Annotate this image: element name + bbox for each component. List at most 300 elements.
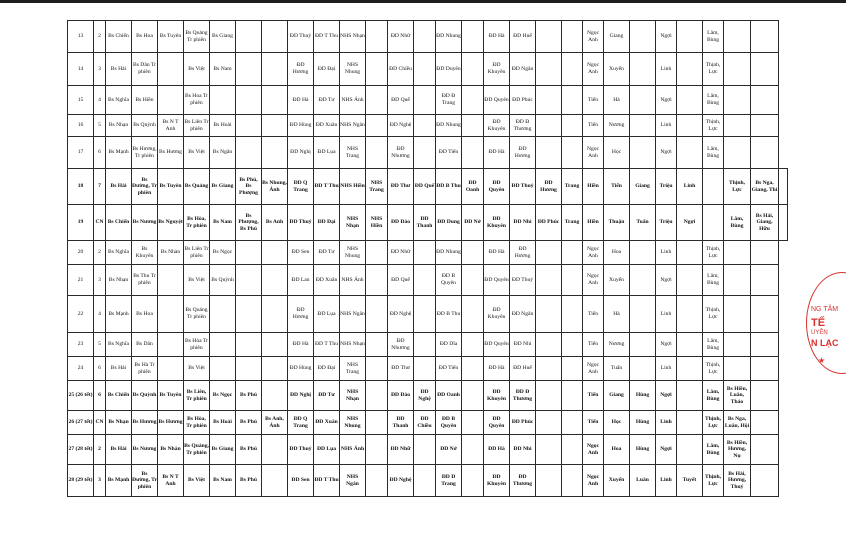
cell-c16: ĐD B Thu [436, 296, 462, 333]
cell-c28: Thịnh, Lực [724, 169, 751, 205]
cell-c25: Linh [656, 357, 677, 381]
cell-c22: Ngọc Anh [583, 265, 604, 296]
cell-c20 [536, 381, 562, 411]
cell-c29 [751, 435, 779, 465]
cell-c22: Tiến [583, 411, 604, 435]
cell-c23: Học [604, 137, 630, 169]
cell-c26 [677, 241, 703, 265]
cell-c22: Ngọc Anh [583, 53, 604, 86]
cell-c25: Linh [656, 411, 677, 435]
cell-c21 [562, 296, 583, 333]
cell-c19: ĐD Nhi [510, 435, 536, 465]
cell-c4: Bs Khuyên [132, 241, 158, 265]
cell-c4: Bs Hoa [132, 296, 158, 333]
cell-c16: ĐD Duyên [436, 53, 462, 86]
cell-c10: ĐD Q Trang [288, 411, 314, 435]
cell-c8 [236, 53, 262, 86]
cell-c27: Thịnh, Lực [703, 465, 724, 497]
cell-c20 [536, 137, 562, 169]
cell-c6: Bs Hòa, Tr phiên [184, 205, 210, 241]
cell-c20 [536, 465, 562, 497]
cell-c26 [677, 357, 703, 381]
cell-c4: Bs Hà Tr phiên [132, 357, 158, 381]
cell-c2: 7 [94, 169, 106, 205]
cell-c29: Bs Nga, Giang, Thi [751, 169, 779, 205]
cell-c26: Tuyết [677, 465, 703, 497]
cell-c13 [366, 357, 388, 381]
cell-c19: ĐD Nhi [510, 333, 536, 357]
cell-c13 [366, 241, 388, 265]
cell-c25: Triệu [656, 169, 677, 205]
cell-c20 [536, 265, 562, 296]
cell-c15: ĐD Thanh [414, 205, 436, 241]
cell-c29 [751, 265, 779, 296]
cell-c15 [414, 241, 436, 265]
cell-c4: Bs Dân Tr phiên [132, 53, 158, 86]
cell-c3: Bs Hải [106, 53, 132, 86]
cell-c21: Trang [562, 169, 583, 205]
cell-c20 [536, 241, 562, 265]
cell-c7: Bs Nam [210, 53, 236, 86]
cell-c19: ĐD Thuỷ [510, 265, 536, 296]
cell-c18: ĐD Hà [484, 357, 510, 381]
cell-c9 [262, 381, 288, 411]
cell-c7: Bs Giang [210, 169, 236, 205]
cell-c15: ĐD Chiều [414, 411, 436, 435]
cell-c4: Bs Đường, Tr phiên [132, 465, 158, 497]
cell-c7: Bs Hoài [210, 411, 236, 435]
cell-c25: Triệu [656, 205, 677, 241]
red-seal-stamp [806, 272, 846, 374]
cell-c24 [630, 86, 656, 115]
cell-c4: Bs Quỳnh [132, 115, 158, 137]
cell-c15 [414, 115, 436, 137]
cell-c1: 18 [68, 169, 94, 205]
cell-c25: Linh [656, 115, 677, 137]
cell-c20 [536, 53, 562, 86]
cell-c4: Bs Hương [132, 411, 158, 435]
cell-c8 [236, 265, 262, 296]
cell-c9 [262, 357, 288, 381]
stamp-text-1: NG TÂM [811, 306, 839, 313]
cell-c2: CN [94, 205, 106, 241]
cell-c20 [536, 333, 562, 357]
cell-c2: 5 [94, 115, 106, 137]
cell-c10: ĐD Hương [288, 53, 314, 86]
cell-c1: 28 (29 tết) [68, 465, 94, 497]
cell-c9 [262, 465, 288, 497]
cell-c29 [751, 21, 779, 53]
cell-c24: Tuấn [630, 205, 656, 241]
cell-c7 [210, 296, 236, 333]
cell-c28: Bs Nga, Luân, Hội [724, 411, 751, 435]
cell-c7: Bs Nam [210, 205, 236, 241]
cell-c3: Bs Hải [106, 435, 132, 465]
cell-c21 [562, 137, 583, 169]
cell-c19: ĐD Phúc [510, 411, 536, 435]
cell-c6: Bs Việt [184, 265, 210, 296]
cell-c15 [414, 265, 436, 296]
cell-c8: Bs Phượng, Bs Phú [236, 205, 262, 241]
cell-c22: Ngọc Anh [583, 21, 604, 53]
cell-c12: NHS Ngân [340, 465, 366, 497]
cell-c27: Thịnh, Lực [703, 53, 724, 86]
cell-c28: Bs Hải, Hương, Thuý [724, 465, 751, 497]
cell-c8: Bs Phú [236, 435, 262, 465]
cell-c2: 4 [94, 86, 106, 115]
cell-c3: Bs Nhạn [106, 115, 132, 137]
cell-c18: ĐD Quyên [484, 333, 510, 357]
cell-c14: ĐD Nhữ [388, 21, 414, 53]
cell-c20 [536, 21, 562, 53]
cell-c11: ĐD T Thu [314, 333, 340, 357]
cell-c4: Bs Đường, Tr phiên [132, 169, 158, 205]
cell-c24 [630, 357, 656, 381]
stamp-text-3: UYÊN [811, 330, 828, 336]
cell-c19: ĐD Ngân [510, 296, 536, 333]
cell-c7: Bs Ngọc [210, 241, 236, 265]
cell-c8 [236, 296, 262, 333]
cell-c8 [236, 21, 262, 53]
cell-c27: Lâm, Bùng [703, 435, 724, 465]
cell-c16: ĐD Nhung [436, 115, 462, 137]
cell-c18: ĐD Hà [484, 241, 510, 265]
cell-c22: Tiến [583, 115, 604, 137]
cell-c3: Bs Mạnh [106, 296, 132, 333]
cell-c29 [751, 115, 779, 137]
cell-c5 [158, 296, 184, 333]
cell-c14: ĐD Nghệ [388, 115, 414, 137]
cell-c23: Hoa [604, 435, 630, 465]
cell-c10: ĐD Nghị [288, 137, 314, 169]
cell-c13 [366, 137, 388, 169]
cell-c12: NHS Ngân [340, 296, 366, 333]
cell-c11: ĐD Tư [314, 381, 340, 411]
cell-c6: Bs Quảng, Tr phiên [184, 435, 210, 465]
cell-c18: ĐD Khuyên [484, 465, 510, 497]
cell-c8: Bs Phú [236, 411, 262, 435]
cell-c17: ĐD Nở [462, 205, 484, 241]
cell-c24: Hùng [630, 411, 656, 435]
cell-c12: NHS Nhạn [340, 205, 366, 241]
cell-c6: Bs Việt [184, 357, 210, 381]
cell-c19: ĐD Thuỷ [510, 169, 536, 205]
cell-c11: ĐD T Thu [314, 21, 340, 53]
cell-c25: Linh [656, 53, 677, 86]
cell-c14: ĐD Nhữ [388, 241, 414, 265]
cell-c28: Lâm, Bùng [724, 205, 751, 241]
cell-c27: Thịnh, Lực [703, 241, 724, 265]
cell-c6: Bs Quảng [184, 169, 210, 205]
cell-c6: Bs Quảng Tr phiên [184, 296, 210, 333]
cell-c23: Hoa [604, 241, 630, 265]
cell-c4: Bs Dân [132, 333, 158, 357]
cell-c6: Bs Hòa, Tr phiên [184, 411, 210, 435]
cell-c28 [724, 137, 751, 169]
cell-c12: NHS Nhạn [340, 333, 366, 357]
cell-c28 [724, 21, 751, 53]
cell-c19: ĐD Phúc [510, 86, 536, 115]
cell-c9 [262, 241, 288, 265]
cell-c10: ĐD Hà [288, 86, 314, 115]
cell-c15 [414, 333, 436, 357]
cell-c7: Bs Nam [210, 465, 236, 497]
cell-c17 [462, 435, 484, 465]
cell-c26 [677, 21, 703, 53]
cell-c12: NHS Ánh [340, 435, 366, 465]
cell-c5: Bs N T Anh [158, 115, 184, 137]
cell-c13 [366, 21, 388, 53]
cell-c10: ĐD Nghị [288, 381, 314, 411]
cell-c18: ĐD Khuyên [484, 205, 510, 241]
cell-c12: NHS Nhạn [340, 21, 366, 53]
cell-c15 [414, 21, 436, 53]
cell-c1: 13 [68, 21, 94, 53]
cell-c16: ĐD Dung [436, 205, 462, 241]
cell-c13 [366, 86, 388, 115]
cell-c11: ĐD Xuân [314, 265, 340, 296]
cell-c18: ĐD Khuyên [484, 296, 510, 333]
cell-c11: ĐD Xuân [314, 411, 340, 435]
cell-c18: ĐD Quyên [484, 86, 510, 115]
cell-c12: NHS Ánh [340, 86, 366, 115]
cell-c11: ĐD Lụa [314, 137, 340, 169]
cell-c19: ĐD Hương [510, 241, 536, 265]
cell-c26 [677, 296, 703, 333]
cell-c1: 22 [68, 296, 94, 333]
cell-c18: ĐD Hà [484, 137, 510, 169]
cell-c24: Giang [630, 169, 656, 205]
cell-c10: ĐD Q Trang [288, 169, 314, 205]
cell-c7: Bs Ngân [210, 137, 236, 169]
cell-c11: ĐD Đại [314, 205, 340, 241]
cell-c17 [462, 86, 484, 115]
cell-c10: ĐD Hùng [288, 115, 314, 137]
cell-c20 [536, 296, 562, 333]
cell-c21 [562, 465, 583, 497]
cell-c11: ĐD Đại [314, 53, 340, 86]
cell-c15 [414, 435, 436, 465]
cell-c24 [630, 137, 656, 169]
cell-c3: Bs Hải [106, 357, 132, 381]
cell-c20 [536, 435, 562, 465]
cell-c27: Thịnh, Lực [703, 296, 724, 333]
cell-c20: ĐD Phúc [536, 205, 562, 241]
cell-c2: 3 [94, 265, 106, 296]
cell-c9 [262, 137, 288, 169]
cell-c1: 26 (27 tết) [68, 411, 94, 435]
cell-c11: ĐD Xuân [314, 115, 340, 137]
cell-c13 [366, 53, 388, 86]
cell-c2: CN [94, 411, 106, 435]
cell-c18: ĐD Hà [484, 435, 510, 465]
cell-c24 [630, 333, 656, 357]
cell-c10: ĐD Lan [288, 265, 314, 296]
cell-c26: Ngợi [677, 205, 703, 241]
cell-c26 [677, 435, 703, 465]
cell-c11: ĐD T Thu [314, 169, 340, 205]
cell-c26: Linh [677, 169, 703, 205]
cell-c13 [366, 115, 388, 137]
cell-c23: Tuấn [604, 357, 630, 381]
cell-c4: Bs Hiền [132, 86, 158, 115]
cell-c13 [366, 296, 388, 333]
cell-c6: Bs Liên, Tr phiên [184, 381, 210, 411]
cell-c29: Bs Hải, Giang, Hữu [751, 205, 779, 241]
cell-c15 [414, 296, 436, 333]
cell-c12: NHS Nhung [340, 53, 366, 86]
cell-c5: Bs Nhàn [158, 435, 184, 465]
cell-c14: ĐD Chiều [388, 53, 414, 86]
cell-c13: NHS Trang [366, 169, 388, 205]
cell-c23: Xuyến [604, 53, 630, 86]
cell-c21 [562, 357, 583, 381]
cell-c25: Ngợi [656, 86, 677, 115]
cell-c26 [677, 53, 703, 86]
cell-c22: Hiền [583, 205, 604, 241]
cell-c19: ĐD Đ Thương [510, 115, 536, 137]
cell-c22: Ngọc Anh [583, 137, 604, 169]
cell-c29 [751, 465, 779, 497]
cell-c9 [262, 435, 288, 465]
cell-c20: ĐD Hương [536, 169, 562, 205]
cell-c1: 21 [68, 265, 94, 296]
cell-c28 [724, 265, 751, 296]
cell-c28 [724, 333, 751, 357]
table-row [68, 115, 788, 137]
cell-c5 [158, 53, 184, 86]
cell-c6: Bs Liên Tr phiên [184, 115, 210, 137]
cell-c13 [366, 435, 388, 465]
cell-c3: Bs Nghĩa [106, 333, 132, 357]
cell-c14: ĐD Thanh [388, 411, 414, 435]
cell-c22: Tiến [583, 381, 604, 411]
cell-c5 [158, 265, 184, 296]
cell-c5: Bs Nguyệt [158, 205, 184, 241]
cell-c19: ĐD Hương [510, 137, 536, 169]
cell-c4: Bs Quỳnh [132, 381, 158, 411]
cell-c15 [414, 137, 436, 169]
cell-c20 [536, 86, 562, 115]
cell-c16: ĐD Nhung [436, 241, 462, 265]
duty-roster-table [67, 20, 788, 497]
cell-c25: Ngợi [656, 333, 677, 357]
cell-c27: Lâm, Bùng [703, 333, 724, 357]
cell-c9: Bs Nhung, Ánh [262, 169, 288, 205]
cell-c7: Bs Giang [210, 21, 236, 53]
cell-c1: 17 [68, 137, 94, 169]
cell-c6: Bs Việt [184, 137, 210, 169]
cell-c27 [703, 169, 724, 205]
cell-c10: ĐD Thuỷ [288, 21, 314, 53]
cell-c10: ĐD Sen [288, 465, 314, 497]
cell-c13 [366, 381, 388, 411]
cell-c11: ĐD Đại [314, 357, 340, 381]
cell-c5: Bs N T Anh [158, 465, 184, 497]
cell-c10: ĐD Hương [288, 296, 314, 333]
cell-c28: Bs Hiền, Hương, Nụ [724, 435, 751, 465]
cell-c7 [210, 86, 236, 115]
cell-c27 [703, 205, 724, 241]
cell-c5: Bs Hương [158, 411, 184, 435]
cell-c9 [262, 53, 288, 86]
cell-c19: ĐD Huế [510, 357, 536, 381]
cell-c18: ĐD Khuyên [484, 381, 510, 411]
cell-c28 [724, 357, 751, 381]
cell-c1: 14 [68, 53, 94, 86]
cell-c29 [751, 333, 779, 357]
cell-c28 [724, 53, 751, 86]
cell-c2: 2 [94, 21, 106, 53]
cell-c8: Bs Phú, Bs Phượng [236, 169, 262, 205]
table-row [68, 137, 788, 169]
cell-c24: Hùng [630, 435, 656, 465]
cell-c18: ĐD Quyên [484, 265, 510, 296]
cell-c10: ĐD Hà [288, 333, 314, 357]
cell-c11: ĐD Lụa [314, 296, 340, 333]
cell-c5: Bs Tuyên [158, 21, 184, 53]
cell-c23: Học [604, 411, 630, 435]
cell-c8: Bs Phú [236, 465, 262, 497]
cell-c12: NHS Nhạn [340, 381, 366, 411]
cell-c25: Linh [656, 241, 677, 265]
cell-c16: ĐD B Quyên [436, 265, 462, 296]
cell-c20 [536, 115, 562, 137]
cell-c8: Bs Phú [236, 381, 262, 411]
cell-c12: NHS Trang [340, 137, 366, 169]
stamp-star-icon: ★ [818, 356, 826, 365]
cell-c14: ĐD Thư [388, 169, 414, 205]
cell-c12: NHS Ánh [340, 265, 366, 296]
cell-c28 [724, 296, 751, 333]
cell-c4: Bs Hoa [132, 21, 158, 53]
cell-c19: ĐD Đ Thương [510, 381, 536, 411]
cell-c6: Bs Quảng Tr phiên [184, 21, 210, 53]
cell-c29 [751, 53, 779, 86]
cell-c5 [158, 333, 184, 357]
cell-c4: Bs Nương [132, 435, 158, 465]
cell-c15 [414, 53, 436, 86]
cell-c17 [462, 53, 484, 86]
duty-schedule-sheet [67, 20, 788, 497]
cell-c1: 19 [68, 205, 94, 241]
cell-c29 [751, 86, 779, 115]
cell-c28 [724, 241, 751, 265]
cell-c2: 6 [94, 357, 106, 381]
cell-c11: ĐD T Thu [314, 465, 340, 497]
cell-c27: Thịnh, Lực [703, 115, 724, 137]
cell-c9: Bs Anh, Ánh [262, 411, 288, 435]
cell-c11: ĐD Tư [314, 86, 340, 115]
cell-c23: Nương [604, 333, 630, 357]
cell-c24 [630, 115, 656, 137]
cell-c21: Trang [562, 205, 583, 241]
cell-c12: NHS Ngân [340, 115, 366, 137]
cell-c23: Nương [604, 115, 630, 137]
cell-c14: ĐD Nghệ [388, 296, 414, 333]
cell-c2: 3 [94, 465, 106, 497]
cell-c17 [462, 296, 484, 333]
cell-c27: Lâm, Bùng [703, 86, 724, 115]
cell-c16: ĐD Đ Trang [436, 86, 462, 115]
cell-c3: Bs Nghĩa [106, 241, 132, 265]
cell-c23: Giang [604, 381, 630, 411]
cell-c13 [366, 465, 388, 497]
cell-c18: ĐD Hà [484, 21, 510, 53]
cell-c1: 15 [68, 86, 94, 115]
cell-c27: Lâm, Bùng [703, 381, 724, 411]
cell-c9 [262, 115, 288, 137]
